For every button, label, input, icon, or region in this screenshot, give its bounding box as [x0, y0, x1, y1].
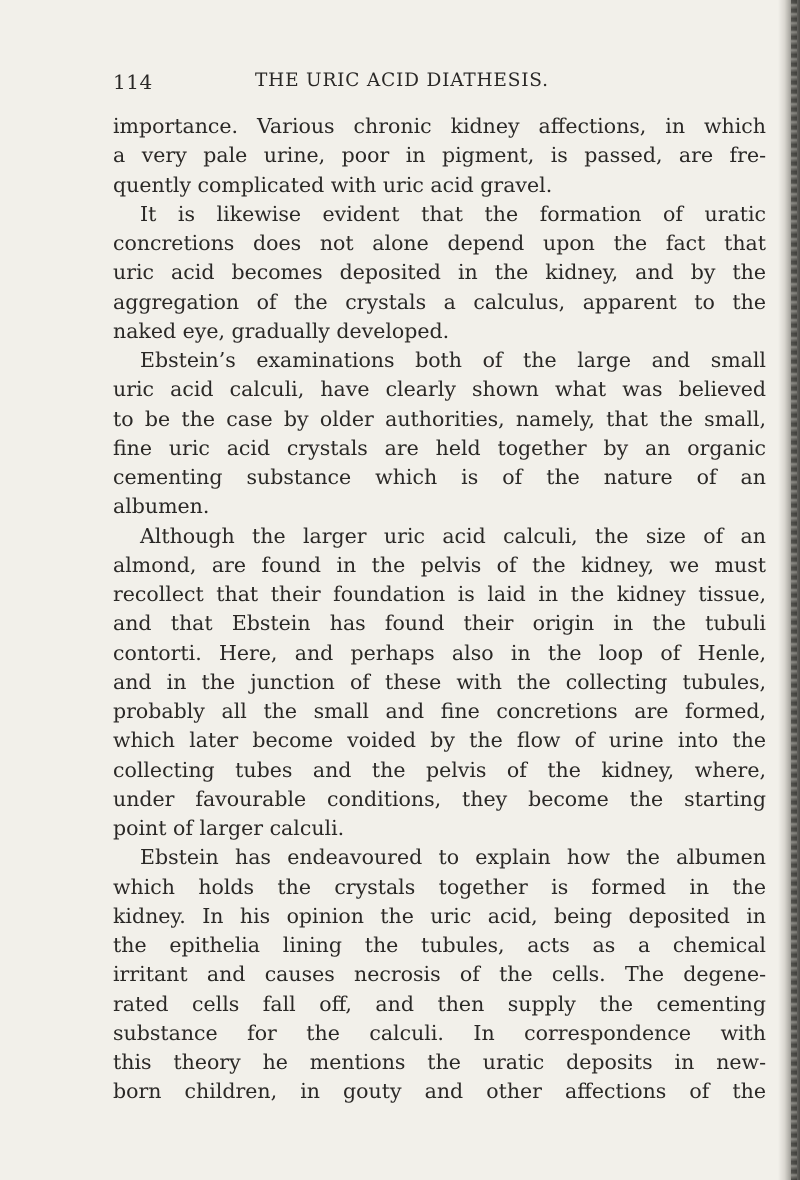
text-line: a very pale urine, poor in pigment, is passed, are fre- [113, 143, 766, 168]
text-line: It is likewise evident that the formation of uratic [140, 201, 766, 226]
text-line: collecting tubes and the pelvis of the kidney, where, [113, 757, 766, 782]
text-line: point of larger calculi. [113, 816, 345, 840]
text-line: quently complicated with uric acid gravel. [113, 172, 553, 197]
text-line: Ebstein has endeavoured to explain how the albumen [140, 845, 766, 870]
text-line: the epithelia lining the tubules, acts as a chemical [113, 933, 766, 957]
text-line: aggregation of the crystals a calculus, apparent to the [113, 289, 766, 314]
text-line: which later become voided by the flow of urine into the [113, 728, 766, 753]
text-line: and in the junction of these with the collecting tubules, [113, 669, 766, 694]
text-line: Ebstein’s examinations both of the large and small [140, 348, 766, 372]
text-line: substance for the calculi. In correspondence with [113, 1020, 766, 1045]
text-line: which holds the crystals together is formed in the [113, 874, 766, 899]
text-line: uric acid calculi, have clearly shown what was believed [113, 377, 766, 402]
running-title: THE URIC ACID DIATHESIS. [255, 70, 549, 91]
text-line: almond, are found in the pelvis of the kidney, we must [113, 552, 766, 577]
text-line: concretions does not alone depend upon the fact that [113, 231, 766, 255]
text-line: probably all the small and fine concretions are formed, [113, 699, 766, 723]
text-line: uric acid becomes deposited in the kidney, and by the [113, 260, 766, 285]
page-number: 114 [113, 70, 153, 94]
text-line: this theory he mentions the uratic deposits in new- [113, 1050, 766, 1074]
text-line: kidney. In his opinion the uric acid, being deposited in [113, 903, 766, 928]
text-line: under favourable conditions, they become the starting [113, 786, 766, 811]
page-binding-edge [778, 0, 800, 1180]
text-line: importance. Various chronic kidney affections, in which [113, 114, 766, 138]
text-line: born children, in gouty and other affections of the [113, 1079, 766, 1104]
text-line: fine uric acid crystals are held together by an organic [113, 435, 766, 460]
text-line: albumen. [113, 494, 210, 519]
text-line: cementing substance which is of the nature of an [113, 465, 766, 489]
text-line: Although the larger uric acid calculi, the size of an [140, 523, 766, 548]
text-line: and that Ebstein has found their origin in the tubuli [113, 611, 766, 636]
text-line: to be the case by older authorities, namely, that the small, [113, 406, 766, 431]
text-line: contorti. Here, and perhaps also in the loop of Henle, [113, 640, 766, 665]
body-text [113, 112, 766, 1107]
text-line: recollect that their foundation is laid in the kidney tissue, [113, 582, 766, 606]
text-line: rated cells fall off, and then supply the cementing [113, 991, 766, 1016]
running-head [113, 70, 763, 96]
text-line: irritant and causes necrosis of the cells. The degene- [113, 962, 766, 987]
text-line: naked eye, gradually developed. [113, 318, 450, 343]
